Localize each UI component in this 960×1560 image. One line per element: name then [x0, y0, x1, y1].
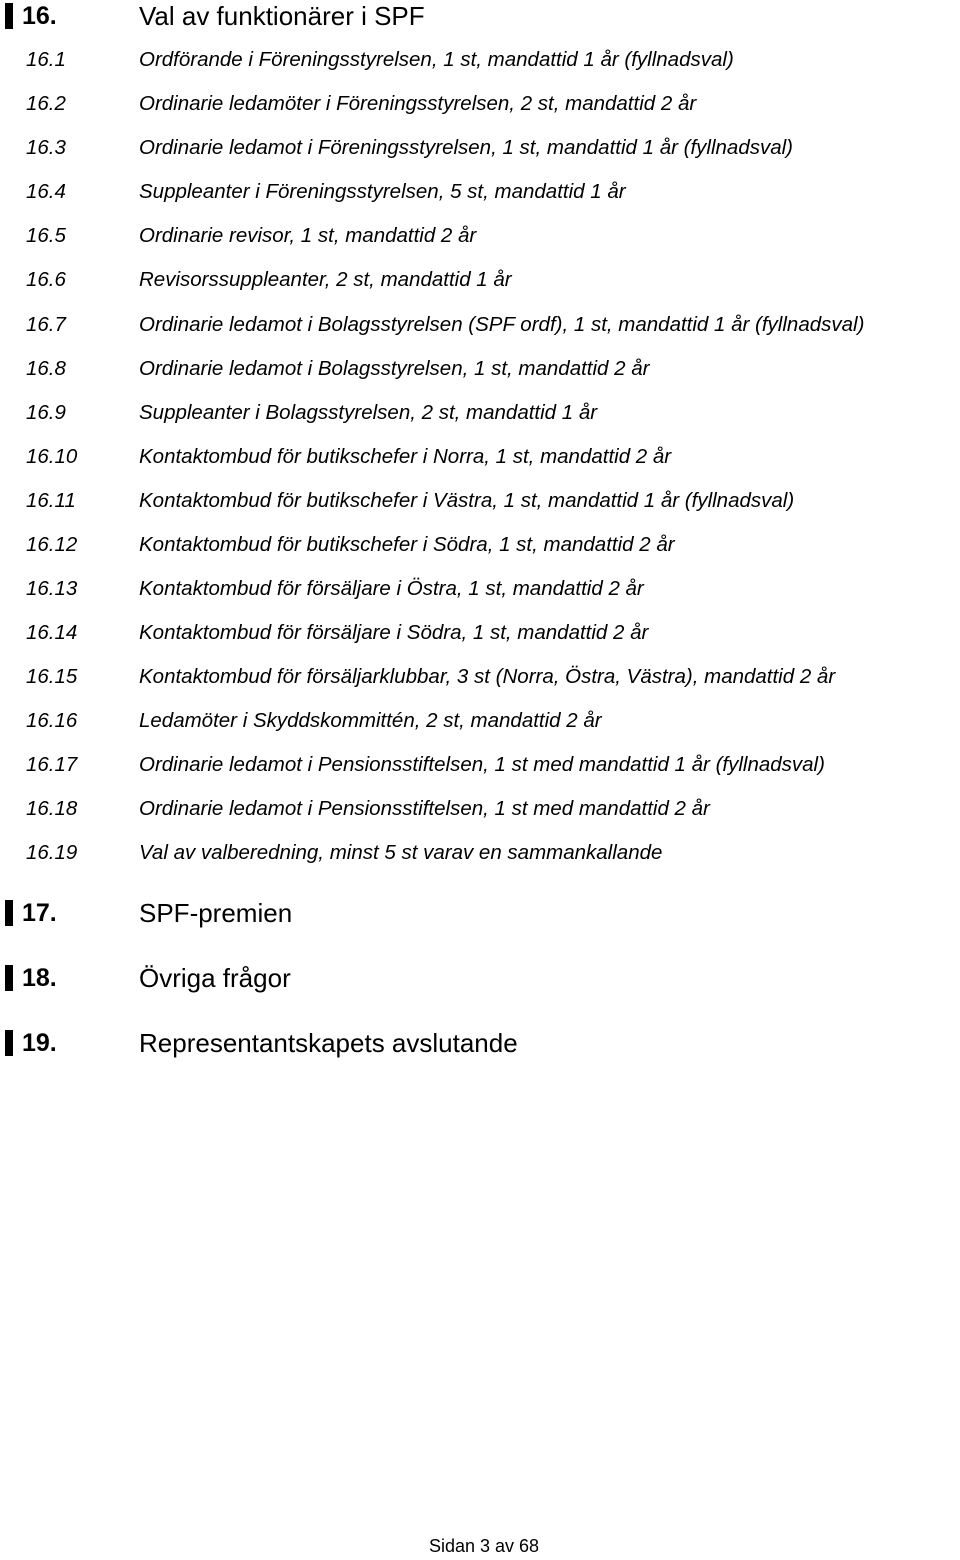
item-text: Ordinarie ledamöter i Föreningsstyrelsen, 2 st, mandattid 2 år	[139, 92, 697, 115]
item-number: 16.3	[26, 136, 66, 159]
item-text: Ordinarie ledamot i Bolagsstyrelsen (SPF ordf), 1 st, mandattid 1 år (fyllnadsval)	[139, 313, 865, 336]
section-title: Övriga frågor	[139, 963, 291, 993]
list-item	[0, 573, 960, 605]
section-18-heading	[0, 958, 960, 1002]
list-item	[0, 485, 960, 517]
section-bullet-icon	[0, 1023, 18, 1063]
item-text: Kontaktombud för butikschefer i Södra, 1 st, mandattid 2 år	[139, 533, 675, 556]
item-number: 16.16	[26, 709, 78, 732]
item-text: Ordinarie ledamot i Bolagsstyrelsen, 1 st, mandattid 2 år	[139, 357, 650, 380]
item-number: 16.14	[26, 621, 78, 644]
item-number: 16.11	[26, 489, 76, 512]
item-number: 16.18	[26, 797, 78, 820]
section-number: 19.	[22, 1029, 57, 1057]
item-number: 16.13	[26, 577, 78, 600]
list-item	[0, 617, 960, 649]
item-text: Ordförande i Föreningsstyrelsen, 1 st, mandattid 1 år (fyllnadsval)	[139, 48, 734, 71]
list-item	[0, 661, 960, 693]
item-text: Suppleanter i Bolagsstyrelsen, 2 st, mandattid 1 år	[139, 401, 598, 424]
item-text: Kontaktombud för försäljare i Södra, 1 st, mandattid 2 år	[139, 621, 649, 644]
item-number: 16.12	[26, 533, 78, 556]
item-text: Revisorssuppleanter, 2 st, mandattid 1 år	[139, 268, 512, 291]
page-number-label: Sidan 3 av 68	[428, 1536, 540, 1556]
item-number: 16.7	[26, 313, 66, 336]
item-text: Ordinarie ledamot i Pensionsstiftelsen, 1 st med mandattid 1 år (fyllnadsval)	[139, 753, 825, 776]
item-text: Ledamöter i Skyddskommittén, 2 st, mandattid 2 år	[139, 709, 602, 732]
item-number: 16.8	[26, 357, 66, 380]
item-text: Kontaktombud för butikschefer i Västra, 1 st, mandattid 1 år (fyllnadsval)	[139, 489, 795, 512]
section-17-heading	[0, 893, 960, 937]
item-number: 16.4	[26, 180, 66, 203]
section-number: 18.	[22, 964, 57, 992]
list-item	[0, 353, 960, 385]
section-bullet-icon	[0, 893, 18, 933]
list-item	[0, 749, 960, 781]
item-number: 16.5	[26, 224, 66, 247]
list-item	[0, 441, 960, 473]
item-text: Kontaktombud för försäljarklubbar, 3 st (Norra, Östra, Västra), mandattid 2 år	[139, 665, 836, 688]
section-19-heading	[0, 1023, 960, 1067]
item-number: 16.10	[26, 445, 78, 468]
item-text: Ordinarie ledamot i Föreningsstyrelsen, 1 st, mandattid 1 år (fyllnadsval)	[139, 136, 794, 159]
list-item	[0, 837, 960, 869]
item-number: 16.1	[26, 48, 66, 71]
list-item	[0, 529, 960, 561]
item-text: Kontaktombud för försäljare i Östra, 1 st, mandattid 2 år	[139, 577, 644, 600]
item-text: Kontaktombud för butikschefer i Norra, 1 st, mandattid 2 år	[139, 445, 672, 468]
item-number: 16.6	[26, 268, 66, 291]
list-item	[0, 44, 960, 76]
list-item	[0, 309, 960, 341]
list-item	[0, 397, 960, 429]
list-item	[0, 132, 960, 164]
item-text: Suppleanter i Föreningsstyrelsen, 5 st, mandattid 1 år	[139, 180, 626, 203]
item-number: 16.15	[26, 665, 78, 688]
item-number: 16.9	[26, 401, 66, 424]
section-title: Val av funktionärer i SPF	[139, 1, 425, 31]
list-item	[0, 793, 960, 825]
item-number: 16.2	[26, 92, 66, 115]
item-number: 16.19	[26, 841, 78, 864]
section-16-heading	[0, 0, 960, 40]
section-title: Representantskapets avslutande	[139, 1028, 518, 1058]
section-title: SPF-premien	[139, 898, 293, 928]
section-bullet-icon	[0, 958, 18, 998]
section-number: 17.	[22, 899, 57, 927]
list-item	[0, 176, 960, 208]
list-item	[0, 705, 960, 737]
section-bullet-icon	[0, 0, 18, 36]
list-item	[0, 220, 960, 252]
item-text: Val av valberedning, minst 5 st varav en sammankallande	[139, 841, 663, 864]
list-item	[0, 264, 960, 296]
section-number: 16.	[22, 2, 57, 30]
item-text: Ordinarie ledamot i Pensionsstiftelsen, 1 st med mandattid 2 år	[139, 797, 710, 820]
item-number: 16.17	[26, 753, 78, 776]
item-text: Ordinarie revisor, 1 st, mandattid 2 år	[139, 224, 477, 247]
list-item	[0, 88, 960, 120]
